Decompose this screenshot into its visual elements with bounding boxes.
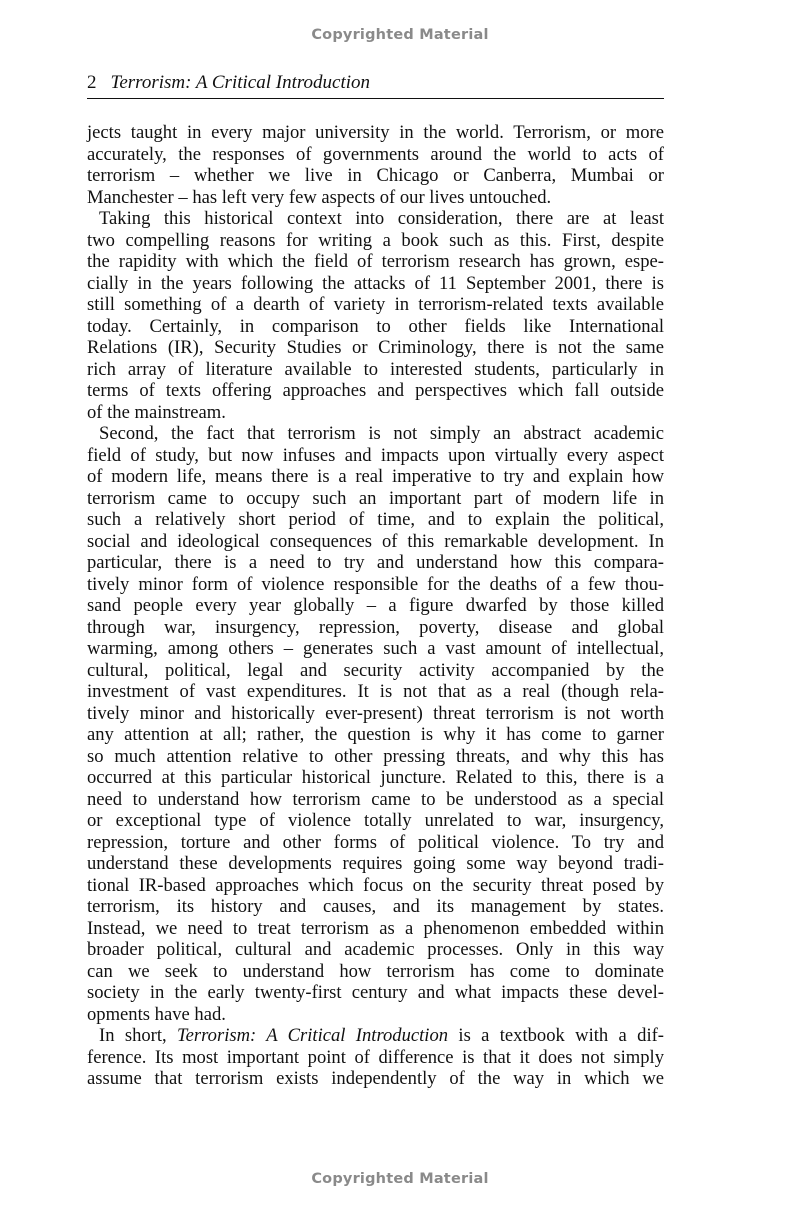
text-line: occurred at this particular historical juncture. Related to this, there is a: [87, 767, 664, 788]
running-header: [87, 72, 664, 99]
text-line: Taking this historical context into consideration, there are at least: [99, 208, 664, 229]
copyright-watermark-top: Copyrighted Material: [311, 27, 489, 43]
text-line: tively minor and historically ever-present) threat terrorism is not worth: [87, 702, 664, 724]
text-line: Manchester – has left very few aspects of our lives untouched.: [87, 186, 552, 208]
paragraph-4: [87, 1025, 664, 1090]
text-line: social and ideological consequences of this remarkable development. In: [87, 530, 664, 552]
paragraph-2: [87, 208, 664, 423]
text-line: rich array of literature available to interested students, particularly in: [87, 358, 664, 380]
text-line: through war, insurgency, repression, poverty, disease and global: [87, 616, 664, 638]
text-line: terrorism, its history and causes, and its management by states.: [87, 896, 664, 917]
text-line: two compelling reasons for writing a book such as this. First, despite: [87, 229, 664, 251]
text-line: can we seek to understand how terrorism has come to dominate: [87, 960, 664, 982]
text-line: tional IR-based approaches which focus on the security threat posed by: [87, 874, 664, 896]
inline-text: In short,: [99, 1025, 178, 1046]
text-line: investment of vast expenditures. It is not that as a real (though rela-: [87, 681, 664, 702]
text-line: the rapidity with which the field of terrorism research has grown, espe-: [87, 251, 664, 272]
page-number: 2: [87, 72, 97, 93]
text-line: such a relatively short period of time, and to explain the political,: [87, 509, 664, 530]
text-line: field of study, but now infuses and impacts upon virtually every aspect: [87, 444, 664, 466]
text-line: any attention at all; rather, the question is why it has come to garner: [87, 724, 664, 745]
text-line: cultural, political, legal and security activity accompanied by the: [87, 659, 664, 681]
book-title-reference: Terrorism: A Critical Introduction: [177, 1025, 449, 1046]
text-line: need to understand how terrorism came to be understood as a special: [87, 788, 664, 810]
text-line: sand people every year globally – a figure dwarfed by those killed: [87, 595, 664, 616]
text-line: of the mainstream.: [87, 401, 226, 423]
text-line: of modern life, means there is a real imperative to try and explain how: [87, 466, 664, 487]
paragraph-3: [87, 423, 664, 1025]
text-line: repression, torture and other forms of political violence. To try and: [87, 831, 664, 853]
text-line: still something of a dearth of variety in terrorism-related texts available: [87, 294, 664, 315]
paragraph-1: [87, 122, 664, 208]
body-text: [87, 122, 664, 1090]
text-line: society in the early twenty-first century and what impacts these devel-: [87, 982, 664, 1003]
text-line: so much attention relative to other pressing threats, and why this has: [87, 745, 664, 767]
text-line: ference. Its most important point of difference is that it does not simply: [87, 1046, 664, 1068]
text-line: Second, the fact that terrorism is not simply an abstract academic: [99, 423, 664, 444]
text-line: assume that terrorism exists independently of the way in which we: [87, 1068, 664, 1089]
running-head-title: Terrorism: A Critical Introduction: [110, 72, 371, 93]
text-line: opments have had.: [87, 1003, 226, 1025]
text-line: accurately, the responses of governments around the world to acts of: [87, 143, 664, 165]
text-line: jects taught in every major university in the world. Terrorism, or more: [87, 122, 664, 143]
text-line: broader political, cultural and academic processes. Only in this way: [87, 939, 664, 960]
text-line: tively minor form of violence responsible for the deaths of a few thou-: [87, 573, 664, 595]
text-line: Relations (IR), Security Studies or Criminology, there is not the same: [87, 337, 664, 358]
text-line: particular, there is a need to try and understand how this compara-: [87, 552, 664, 573]
text-line: [87, 1025, 664, 1047]
text-line: understand these developments requires going some way beyond tradi-: [87, 853, 664, 874]
text-line: warming, among others – generates such a vast amount of intellectual,: [87, 638, 664, 659]
text-line: terms of texts offering approaches and perspectives which fall outside: [87, 380, 664, 401]
text-line: or exceptional type of violence totally unrelated to war, insurgency,: [87, 810, 664, 831]
inline-text: is a textbook with a dif-: [448, 1025, 664, 1046]
text-line: terrorism – whether we live in Chicago or Canberra, Mumbai or: [87, 165, 664, 186]
text-line: cially in the years following the attacks of 11 September 2001, there is: [87, 272, 664, 294]
text-line: today. Certainly, in comparison to other fields like International: [87, 315, 664, 337]
copyright-watermark-bottom: Copyrighted Material: [311, 1171, 489, 1187]
text-line: Instead, we need to treat terrorism as a phenomenon embedded within: [87, 917, 664, 939]
text-line: terrorism came to occupy such an important part of modern life in: [87, 487, 664, 509]
